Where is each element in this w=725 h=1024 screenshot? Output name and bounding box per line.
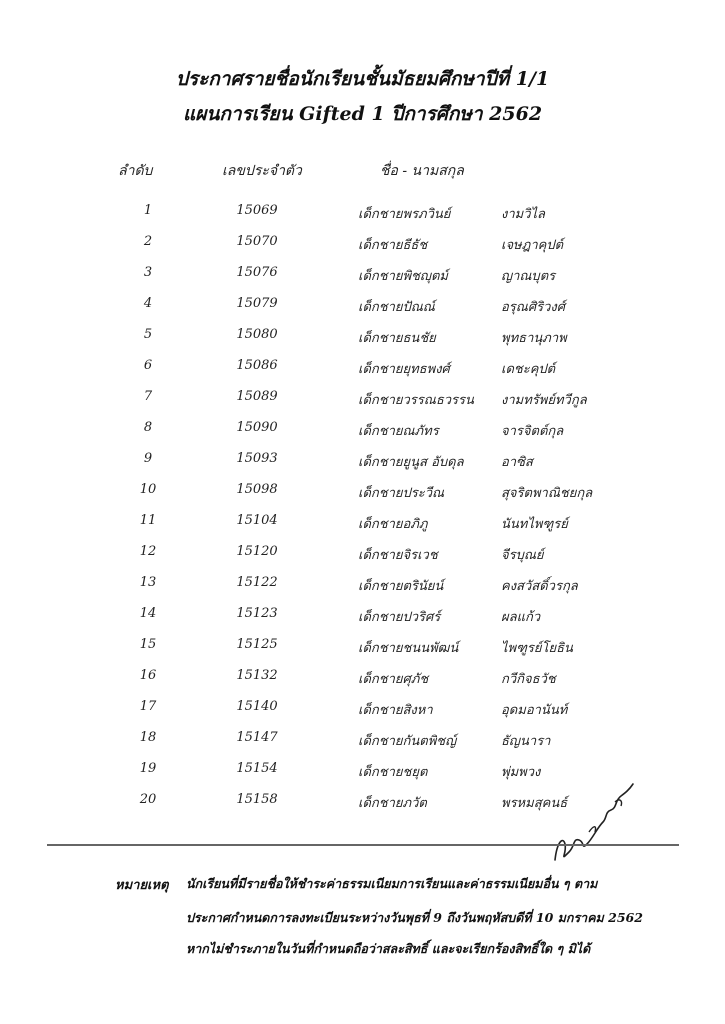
student-last-name: งามวิไล (501, 207, 546, 222)
student-first-name: เด็กชายกันตพิชญ์ (358, 734, 457, 749)
student-last-name: กวีกิจธวัช (501, 672, 556, 687)
student-last-name: จารจิตต์กุล (501, 424, 564, 439)
student-first-name: เด็กชายยุทธพงศ์ (358, 362, 450, 377)
divider-line (47, 844, 679, 846)
student-first-name: เด็กชายพิชญุตม์ (358, 269, 448, 284)
row-number: 6 (143, 358, 153, 373)
student-id: 15086 (236, 358, 278, 373)
table-row (0, 231, 725, 262)
student-last-name: อาซิส (501, 455, 533, 470)
row-number: 18 (139, 730, 157, 745)
column-header-number: ลำดับ (118, 163, 153, 179)
note-text-line-1: นักเรียนที่มีรายชื่อให้ชำระค่าธรรมเนียมการเรียนและค่าธรรมเนียมอื่น ๆ ตาม (186, 876, 598, 891)
column-header-name: ชื่อ - นามสกุล (380, 163, 464, 179)
student-id: 15132 (236, 668, 278, 683)
student-first-name: เด็กชายศุภัช (358, 672, 429, 687)
student-last-name: ธัญนารา (501, 734, 551, 749)
table-row (0, 448, 725, 479)
student-last-name: พรหมสุคนธ์ (501, 796, 568, 811)
row-number: 9 (143, 451, 153, 466)
note-text-line-2: ประกาศกำหนดการลงทะเบียนระหว่างวันพุธที่ 9 ถึงวันพฤหัสบดีที่ 10 มกราคม 2562 (186, 910, 643, 925)
table-row (0, 262, 725, 293)
table-row (0, 293, 725, 324)
table-row (0, 634, 725, 665)
note-label: หมายเหตุ (115, 878, 169, 893)
handwritten-signature-icon (545, 772, 640, 867)
row-number: 15 (139, 637, 157, 652)
student-id: 15125 (236, 637, 278, 652)
table-row (0, 324, 725, 355)
row-number: 17 (139, 699, 157, 714)
table-row (0, 572, 725, 603)
student-id: 15158 (236, 792, 278, 807)
row-number: 1 (143, 203, 153, 218)
table-row (0, 696, 725, 727)
student-first-name: เด็กชายปัณณ์ (358, 300, 435, 315)
table-row (0, 510, 725, 541)
student-first-name: เด็กชายวรรณธวรรน (358, 393, 474, 408)
student-id: 15122 (236, 575, 278, 590)
row-number: 19 (139, 761, 157, 776)
student-last-name: นันทไพฑูรย์ (501, 517, 568, 532)
row-number: 20 (139, 792, 157, 807)
student-last-name: เดชะคุปต์ (501, 362, 556, 377)
student-first-name: เด็กชายชยุต (358, 765, 428, 780)
row-number: 4 (143, 296, 153, 311)
student-first-name: เด็กชายตรินัยน์ (358, 579, 444, 594)
row-number: 10 (139, 482, 157, 497)
student-last-name: เจษฎาคุปต์ (501, 238, 564, 253)
student-first-name: เด็กชายภวัต (358, 796, 427, 811)
student-id: 15080 (236, 327, 278, 342)
student-last-name: สุจริตพาณิชยกุล (501, 486, 593, 501)
student-id: 15070 (236, 234, 278, 249)
student-last-name: ผลแก้ว (501, 610, 541, 625)
student-id: 15140 (236, 699, 278, 714)
student-id: 15089 (236, 389, 278, 404)
row-number: 8 (143, 420, 153, 435)
student-last-name: ญาณบุตร (501, 269, 556, 284)
table-row (0, 479, 725, 510)
student-last-name: พุ่มพวง (501, 765, 541, 780)
student-id: 15147 (236, 730, 278, 745)
student-first-name: เด็กชายยูนูส อับดุล (358, 455, 464, 470)
row-number: 3 (143, 265, 153, 280)
student-first-name: เด็กชายสิงหา (358, 703, 433, 718)
student-first-name: เด็กชายธนชัย (358, 331, 436, 346)
student-list (0, 200, 725, 820)
row-number: 11 (139, 513, 157, 528)
student-last-name: งามทรัพย์ทวีกูล (501, 393, 587, 408)
page-subtitle: แผนการเรียน Gifted 1 ปีการศึกษา 2562 (182, 103, 543, 125)
student-last-name: จีรบุณย์ (501, 548, 544, 563)
student-last-name: อรุณศิริวงศ์ (501, 300, 565, 315)
student-id: 15069 (236, 203, 278, 218)
table-row (0, 355, 725, 386)
table-row (0, 386, 725, 417)
student-first-name: เด็กชายณภัทร (358, 424, 439, 439)
student-id: 15079 (236, 296, 278, 311)
note-text-line-3: หากไม่ชำระภายในวันที่กำหนดถือว่าสละสิทธิ์ และจะเรียกร้องสิทธิ์ใด ๆ มิได้ (186, 941, 591, 956)
row-number: 12 (139, 544, 157, 559)
table-row (0, 603, 725, 634)
row-number: 13 (139, 575, 157, 590)
student-id: 15090 (236, 420, 278, 435)
student-first-name: เด็กชายธีธัช (358, 238, 428, 253)
student-id: 15154 (236, 761, 278, 776)
table-row (0, 665, 725, 696)
student-first-name: เด็กชายประวีณ (358, 486, 445, 501)
student-id: 15098 (236, 482, 278, 497)
student-last-name: พุทธานุภาพ (501, 331, 567, 346)
student-id: 15123 (236, 606, 278, 621)
student-first-name: เด็กชายพรภวินย์ (358, 207, 451, 222)
row-number: 2 (143, 234, 153, 249)
student-id: 15104 (236, 513, 278, 528)
student-id: 15076 (236, 265, 278, 280)
student-first-name: เด็กชายปวริศร์ (358, 610, 441, 625)
row-number: 5 (143, 327, 153, 342)
row-number: 16 (139, 668, 157, 683)
row-number: 14 (139, 606, 157, 621)
student-id: 15120 (236, 544, 278, 559)
table-row (0, 417, 725, 448)
student-first-name: เด็กชายชนนพัฒน์ (358, 641, 459, 656)
table-row (0, 541, 725, 572)
student-last-name: ไพฑูรย์โยธิน (501, 641, 573, 656)
page-title: ประกาศรายชื่อนักเรียนชั้นมัธยมศึกษาปีที่ 1/1 (175, 68, 550, 90)
student-id: 15093 (236, 451, 278, 466)
column-header-student-id: เลขประจำตัว (222, 163, 302, 179)
table-row (0, 727, 725, 758)
student-last-name: อุดมอานันท์ (501, 703, 568, 718)
student-first-name: เด็กชายจิรเวช (358, 548, 438, 563)
row-number: 7 (143, 389, 153, 404)
student-first-name: เด็กชายอภิภู (358, 517, 428, 532)
table-row (0, 200, 725, 231)
student-last-name: คงสวัสดิ์วรกุล (501, 579, 578, 594)
